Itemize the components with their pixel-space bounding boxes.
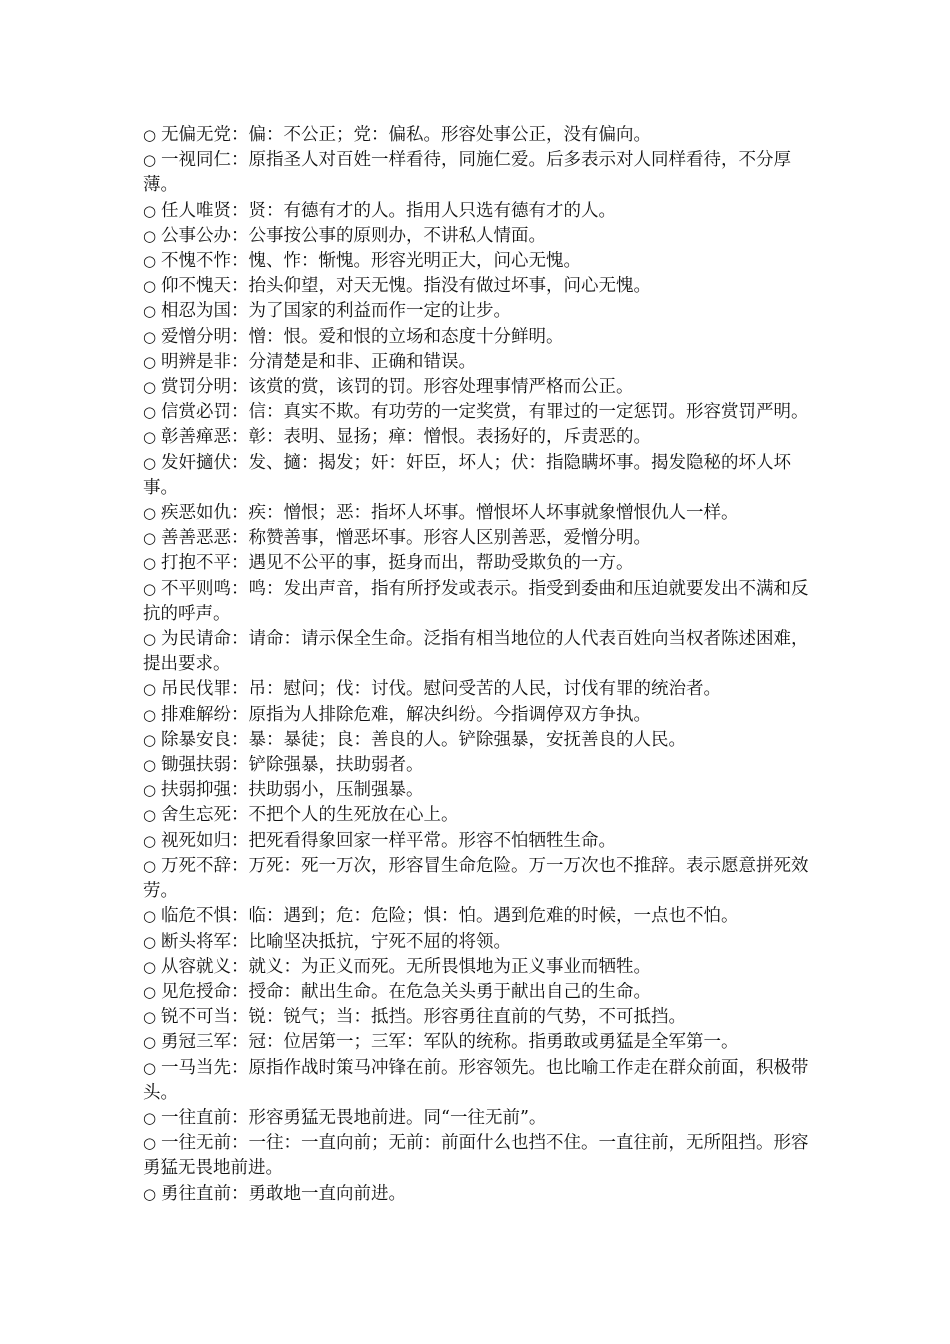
idiom-text: 锄强扶弱：铲除强暴，扶助弱者。 xyxy=(161,755,424,776)
idiom-text: 锐不可当：锐：锐气；当：抵挡。形容勇往直前的气势，不可抵挡。 xyxy=(161,1007,686,1028)
circle-bullet-icon: ○ xyxy=(143,781,157,800)
idiom-entry xyxy=(143,627,811,677)
idiom-entry xyxy=(143,854,811,904)
circle-bullet-icon: ○ xyxy=(143,277,157,296)
circle-bullet-icon: ○ xyxy=(143,403,157,422)
idiom-text: 一视同仁：原指圣人对百姓一样看待，同施仁爱。后多表示对人同样看待，不分厚薄。 xyxy=(143,150,791,196)
idiom-entry xyxy=(143,249,811,274)
idiom-text: 彰善瘅恶：彰：表明、显扬；瘅：憎恨。表扬好的，斥责恶的。 xyxy=(161,427,651,448)
idiom-entry xyxy=(143,803,811,828)
idiom-entry xyxy=(143,955,811,980)
idiom-entry xyxy=(143,677,811,702)
circle-bullet-icon: ○ xyxy=(143,226,157,245)
circle-bullet-icon: ○ xyxy=(143,856,157,875)
idiom-entry xyxy=(143,425,811,450)
idiom-entry xyxy=(143,501,811,526)
circle-bullet-icon: ○ xyxy=(143,1058,157,1077)
circle-bullet-icon: ○ xyxy=(143,453,157,472)
idiom-entry xyxy=(143,930,811,955)
idiom-entry xyxy=(143,577,811,627)
circle-bullet-icon: ○ xyxy=(143,1108,157,1127)
idiom-entry xyxy=(143,753,811,778)
idiom-text: 仰不愧天：抬头仰望，对天无愧。指没有做过坏事，问心无愧。 xyxy=(161,276,651,297)
idiom-entry xyxy=(143,350,811,375)
idiom-text: 无偏无党：偏：不公正；党：偏私。形容处事公正，没有偏向。 xyxy=(161,125,651,145)
circle-bullet-icon: ○ xyxy=(143,957,157,976)
idiom-entry xyxy=(143,551,811,576)
circle-bullet-icon: ○ xyxy=(143,680,157,699)
idiom-text: 一往无前：一往：一直向前；无前：前面什么也挡不住。一直往前，无所阻挡。形容勇猛无畏地前进。 xyxy=(143,1133,809,1179)
idiom-text: 断头将军：比喻坚决抵抗，宁死不屈的将领。 xyxy=(161,931,511,952)
circle-bullet-icon: ○ xyxy=(143,730,157,749)
circle-bullet-icon: ○ xyxy=(143,302,157,321)
circle-bullet-icon: ○ xyxy=(143,151,157,170)
idiom-text: 爱憎分明：憎：恨。爱和恨的立场和态度十分鲜明。 xyxy=(161,326,564,347)
idiom-entry xyxy=(143,224,811,249)
idiom-text: 赏罚分明：该赏的赏，该罚的罚。形容处理事情严格而公正。 xyxy=(161,377,634,398)
idiom-text: 临危不惧：临：遇到；危：危险；惧：怕。遇到危难的时候，一点也不怕。 xyxy=(161,906,739,927)
idiom-entry xyxy=(143,728,811,753)
idiom-entry xyxy=(143,904,811,929)
idiom-text: 发奸擿伏：发、擿：揭发；奸：奸臣，坏人；伏：指隐瞒坏事。揭发隐秘的坏人坏事。 xyxy=(143,452,791,498)
circle-bullet-icon: ○ xyxy=(143,352,157,371)
idiom-text: 舍生忘死：不把个人的生死放在心上。 xyxy=(161,805,459,826)
circle-bullet-icon: ○ xyxy=(143,705,157,724)
idiom-entry xyxy=(143,1131,811,1181)
idiom-entry xyxy=(143,703,811,728)
circle-bullet-icon: ○ xyxy=(143,907,157,926)
idiom-text: 扶弱抑强：扶助弱小，压制强暴。 xyxy=(161,780,424,801)
circle-bullet-icon: ○ xyxy=(143,630,157,649)
circle-bullet-icon: ○ xyxy=(143,126,157,144)
idiom-entry xyxy=(143,1182,811,1207)
idiom-entry xyxy=(143,526,811,551)
idiom-text: 公事公办：公事按公事的原则办，不讲私人情面。 xyxy=(161,225,546,246)
circle-bullet-icon: ○ xyxy=(143,428,157,447)
idiom-entry xyxy=(143,1030,811,1055)
circle-bullet-icon: ○ xyxy=(143,982,157,1001)
idiom-entry xyxy=(143,274,811,299)
circle-bullet-icon: ○ xyxy=(143,806,157,825)
circle-bullet-icon: ○ xyxy=(143,252,157,271)
circle-bullet-icon: ○ xyxy=(143,504,157,523)
idiom-text: 一马当先：原指作战时策马冲锋在前。形容领先。也比喻工作走在群众前面，积极带头。 xyxy=(143,1057,809,1103)
idiom-text: 任人唯贤：贤：有德有才的人。指用人只选有德有才的人。 xyxy=(161,200,616,221)
idiom-text: 见危授命：授命：献出生命。在危急关头勇于献出自己的生命。 xyxy=(161,981,651,1002)
idiom-text: 疾恶如仇：疾：憎恨；恶：指坏人坏事。憎恨坏人坏事就象憎恨仇人一样。 xyxy=(161,503,739,524)
circle-bullet-icon: ○ xyxy=(143,378,157,397)
circle-bullet-icon: ○ xyxy=(143,1033,157,1052)
idiom-text: 不愧不怍：愧、怍：惭愧。形容光明正大，问心无愧。 xyxy=(161,251,581,272)
idiom-text: 除暴安良：暴：暴徒；良：善良的人。铲除强暴，安抚善良的人民。 xyxy=(161,729,686,750)
idiom-text: 排难解纷：原指为人排除危难，解决纠纷。今指调停双方争执。 xyxy=(161,704,651,725)
idiom-text: 勇冠三军：冠：位居第一；三军：军队的统称。指勇敢或勇猛是全军第一。 xyxy=(161,1032,739,1053)
idiom-entry xyxy=(143,1005,811,1030)
idiom-entry xyxy=(143,375,811,400)
idiom-list xyxy=(143,123,811,1207)
idiom-entry xyxy=(143,325,811,350)
circle-bullet-icon: ○ xyxy=(143,529,157,548)
circle-bullet-icon: ○ xyxy=(143,579,157,598)
idiom-text: 一往直前：形容勇猛无畏地前进。同“一往无前”。 xyxy=(161,1107,547,1128)
idiom-text: 为民请命：请命：请示保全生命。泛指有相当地位的人代表百姓向当权者陈述困难，提出要求。 xyxy=(143,629,809,675)
idiom-entry xyxy=(143,199,811,224)
idiom-text: 勇往直前：勇敢地一直向前进。 xyxy=(161,1183,406,1204)
circle-bullet-icon: ○ xyxy=(143,1134,157,1153)
idiom-text: 视死如归：把死看得象回家一样平常。形容不怕牺牲生命。 xyxy=(161,830,616,851)
circle-bullet-icon: ○ xyxy=(143,756,157,775)
idiom-entry xyxy=(143,1106,811,1131)
idiom-entry xyxy=(143,778,811,803)
idiom-entry xyxy=(143,400,811,425)
idiom-entry xyxy=(143,1056,811,1106)
circle-bullet-icon: ○ xyxy=(143,201,157,220)
idiom-entry xyxy=(143,148,811,198)
idiom-entry xyxy=(143,980,811,1005)
idiom-text: 从容就义：就义：为正义而死。无所畏惧地为正义事业而牺牲。 xyxy=(161,956,651,977)
idiom-text: 信赏必罚：信：真实不欺。有功劳的一定奖赏，有罪过的一定惩罚。形容赏罚严明。 xyxy=(161,402,809,423)
idiom-text: 不平则鸣：鸣：发出声音，指有所抒发或表示。指受到委曲和压迫就要发出不满和反抗的呼声。 xyxy=(143,578,809,624)
circle-bullet-icon: ○ xyxy=(143,1184,157,1203)
idiom-entry xyxy=(143,451,811,501)
idiom-text: 相忍为国：为了国家的利益而作一定的让步。 xyxy=(161,301,511,322)
idiom-entry xyxy=(143,299,811,324)
circle-bullet-icon: ○ xyxy=(143,327,157,346)
idiom-text: 善善恶恶：称赞善事，憎恶坏事。形容人区别善恶，爱憎分明。 xyxy=(161,528,651,549)
idiom-entry xyxy=(143,829,811,854)
circle-bullet-icon: ○ xyxy=(143,831,157,850)
idiom-entry xyxy=(143,123,811,148)
idiom-text: 打抱不平：遇见不公平的事，挺身而出，帮助受欺负的一方。 xyxy=(161,553,634,574)
idiom-text: 万死不辞：万死：死一万次，形容冒生命危险。万一万次也不推辞。表示愿意拼死效劳。 xyxy=(143,855,809,902)
circle-bullet-icon: ○ xyxy=(143,554,157,573)
idiom-text: 明辨是非：分清楚是和非、正确和错误。 xyxy=(161,351,476,372)
circle-bullet-icon: ○ xyxy=(143,1008,157,1027)
circle-bullet-icon: ○ xyxy=(143,932,157,951)
idiom-text: 吊民伐罪：吊：慰问；伐：讨伐。慰问受苦的人民，讨伐有罪的统治者。 xyxy=(161,679,721,700)
